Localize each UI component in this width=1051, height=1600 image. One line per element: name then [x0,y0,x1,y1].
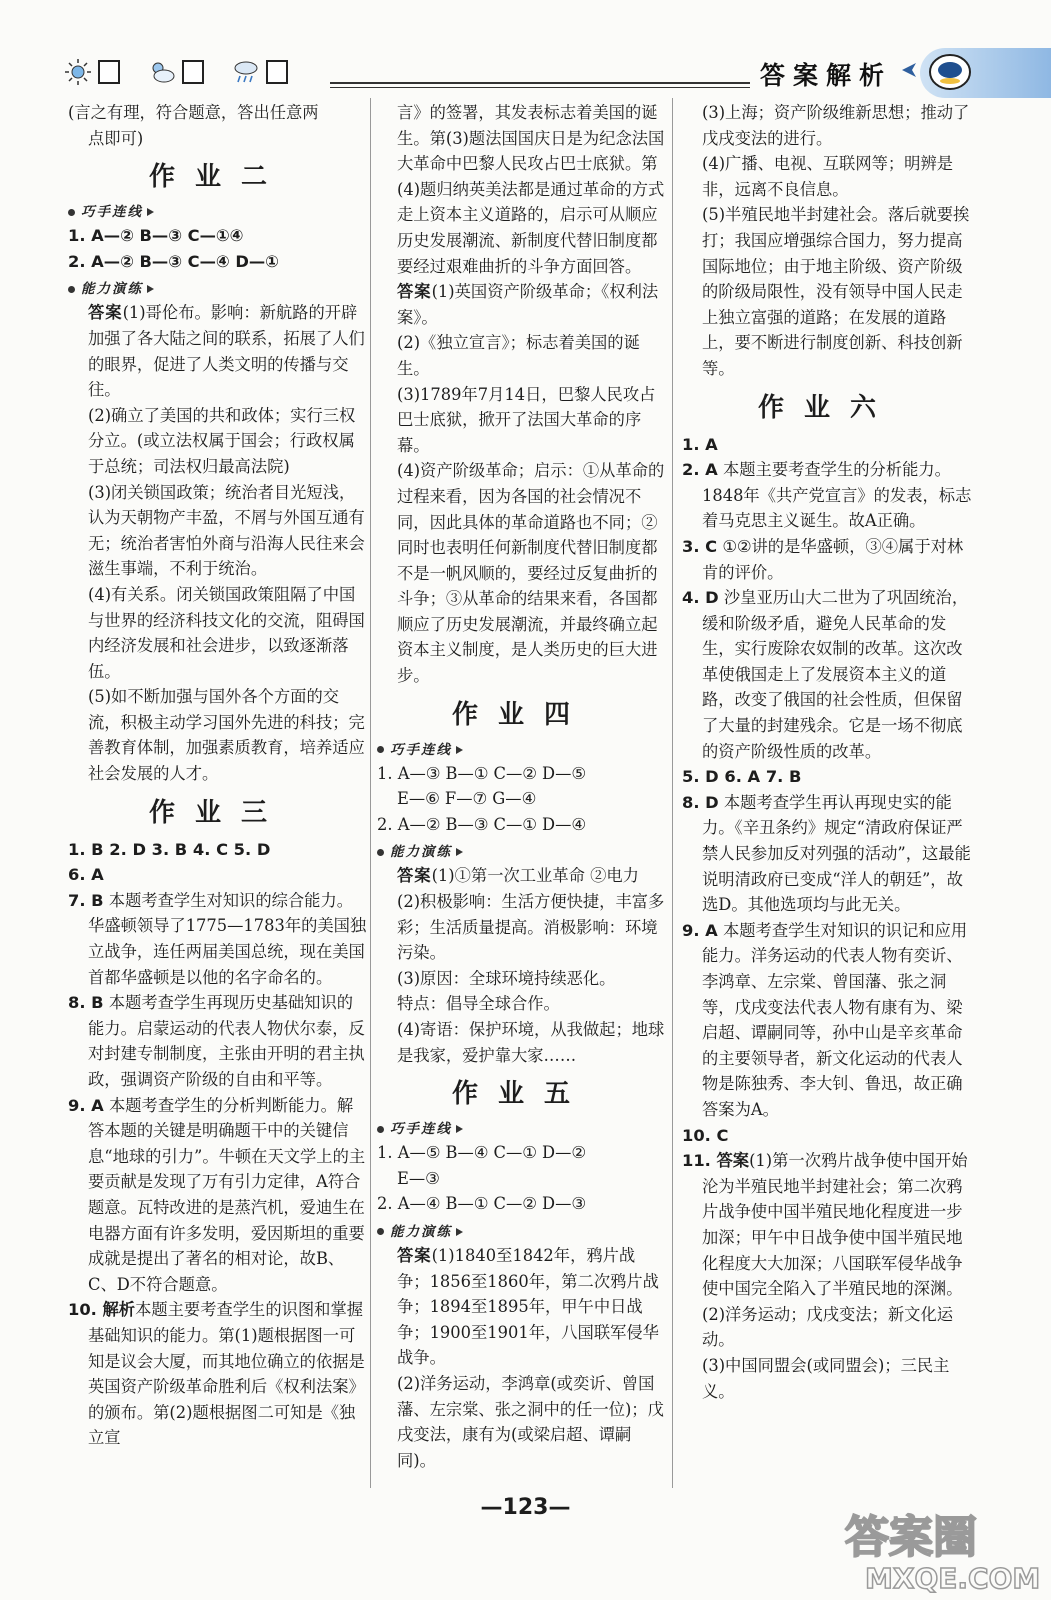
subsection-label: 能力演练 [68,278,368,300]
header-rule-thin [330,87,750,88]
answer-paragraph: 答案(1)①第一次工业革命 ②电力 [397,866,639,886]
answer-paragraph: (4)寄语：保护环境，从我做起；地球是我家，爱护靠大家…… [397,1020,665,1065]
answer-line: 10. C [682,1125,729,1145]
weather-icons-row [64,58,310,86]
subsection-label: 能力演练 [377,841,665,863]
svg-text:MXQE.COM: MXQE.COM [865,1562,1041,1595]
answer-line: 2. A—② B—③ C—④ D—① [68,251,279,271]
column-left [68,100,368,1451]
answer-paragraph: 答案(1)哥伦布。影响：新航路的开辟加强了各大陆之间的联系，拓展了人们的眼界，促进了人类文明的传播与交往。 [88,303,365,400]
answer-paragraph: (2)洋务运动；戊戌变法；新文化运动。 [702,1304,954,1350]
column-middle [377,100,665,1473]
section-heading: 作业六 [757,392,896,423]
answer-paragraph: (5)半殖民地半封建社会。落后就要挨打；我国应增强综合国力，努力提高国际地位；由于地主阶级、资产阶级的阶级局限性，没有领导中国人民走上独立富强的道路；在发展的道路上，要不断进行制度创新、科技创新等。 [702,205,970,378]
answer-paragraph: (2)洋务运动，李鸿章(或奕䜣、曾国藩、左宗棠、张之洞中的任一位)；戊戌变法，康有为(或梁启超、谭嗣同)。 [397,1373,664,1470]
answer-paragraph: 答案(1)1840至1842年，鸦片战争；1856至1860年，第二次鸦片战争；1894至1895年，甲午中日战争；1900至1901年，八国联军侵华战争。 [397,1245,659,1368]
checkbox-sunny[interactable] [98,60,120,84]
answer-paragraph: (4)资产阶级革命；启示：①从革命的过程来看，因为各国的社会情况不同，因此具体的革命道路也不同；②同时也表明任何新制度代替旧制度都不是一帆风顺的，要经过反复曲折的斗争；③从革命的结果来看，各国都顺应了历史发展潮流，并最终确立起资本主义制度，是人类历史的巨大进步。 [397,461,665,686]
question-explanation: 7. B 本题考查学生对知识的综合能力。华盛顿领导了1775—1783年的美国独立战争，连任两届美国总统，现在美国首都华盛顿是以他的名字命名的。 [68,890,367,987]
rain-icon [232,58,260,86]
answer-paragraph: (4)广播、电视、互联网等；明辨是非，远离不良信息。 [702,154,954,199]
checkbox-cloudy[interactable] [182,60,204,84]
question-explanation: 11. 答案(1)第一次鸦片战争使中国开始沦为半殖民地半封建社会；第二次鸦片战争使中国半殖民地化程度进一步加深；甲午中日战争使中国半殖民地化程度大大加深；八国联军侵华战争使中国完全陷入了半殖民地的深渊。 [682,1151,968,1299]
answer-paragraph: (5)如不断加强与国外各个方面的交流，积极主动学习国外先进的科技；完善教育体制，加强素质教育，培养适应社会发展的人才。 [88,687,365,784]
answer-line: 1. A—⑤ B—④ C—① D—② [377,1143,586,1163]
page-title: 答案解析 [760,61,893,90]
answer-paragraph: (2)积极影响：生活方便快捷，丰富多彩；生活质量提高。消极影响：环境污染。 [397,892,665,963]
question-explanation: 8. B 本题考查学生再现历史基础知识的能力。启蒙运动的代表人物伏尔泰，反对封建专制制度，主张由开明的君主执政，强调资产阶级的自由和平等。 [68,993,365,1089]
watermark-logo [835,1500,1045,1595]
answer-line: E—③ [397,1168,440,1188]
text-line: 点即可) [88,128,144,148]
question-explanation: 10. 解析本题主要考查学生的识图和掌握基础知识的能力。第(1)题根据图一可知是议会大厦，而其地位确立的依据是英国资产阶级革命胜利后《权利法案》的颁布。第(2)题根据图二可知是《独立宣 [68,1300,365,1448]
header-rule [330,82,750,84]
subsection-label: 巧手连线 [377,739,665,761]
answer-line: E—⑥ F—⑦ G—④ [397,789,537,809]
answer-line: 5. D 6. A 7. B [682,767,802,787]
answer-paragraph: (3)1789年7月14日，巴黎人民攻占巴士底狱，掀开了法国大革命的序幕。 [397,384,656,455]
section-heading: 作业二 [148,162,287,193]
question-explanation: 2. A 本题主要考查学生的分析能力。1848年《共产党宣言》的发表，标志着马克思主义诞生。故A正确。 [682,460,972,531]
subsection-label: 巧手连线 [377,1118,665,1140]
answer-paragraph: (3)原因：全球环境持续恶化。 [397,968,616,988]
subsection-label: 巧手连线 [68,201,368,223]
column-divider [672,98,673,1488]
answer-line: 1. B 2. D 3. B 4. C 5. D [68,839,271,859]
subsection-label: 能力演练 [377,1221,665,1243]
answer-paragraph: (2)《独立宣言》；标志着美国的诞生。 [397,333,640,378]
section-heading: 作业三 [148,797,287,828]
sun-icon [64,58,92,86]
answer-line: 1. A [682,434,718,454]
answer-line: 1. A—② B—③ C—①④ [68,226,244,246]
page-header [0,0,1051,105]
answer-line: 6. A [68,865,104,885]
question-explanation: 4. D 沙皇亚历山大二世为了巩固统治，缓和阶级矛盾，避免人民革命的发生，实行废除农奴制的改革。这次改革使俄国走上了发展资本主义的道路，改变了俄国的社会性质，但保留了大量的封建残余。它是一场不彻底的资产阶级性质的改革。 [682,588,969,761]
answer-paragraph: (4)有关系。闭关锁国政策阻隔了中国与世界的经济科技文化的交流，阻碍国内经济发展和社会进步，以致逐渐落伍。 [88,584,365,681]
cloud-sun-icon [148,58,176,86]
question-explanation: 9. A 本题考查学生的分析判断能力。解答本题的关键是明确题干中的关键信息“地球的引力”。牛顿在天文学上的主要贡献是发现了万有引力定律，A符合题意。瓦特改进的是蒸汽机，爱迪生在电器方面有许多发明，爱因斯坦的重要成就是提出了著名的相对论，故B、C、D不符合题意。 [68,1095,366,1294]
answer-paragraph: (3)闭关锁国政策；统治者目光短浅，认为天朝物产丰盈，不屑与外国互通有无；统治者害怕外商与沿海人民往来会滋生事端，不利于统治。 [88,482,365,579]
answer-paragraph: (3)上海；资产阶级维新思想；推动了戊戌变法的进行。 [702,103,970,148]
svg-text:答案圈: 答案圈 [845,1512,977,1563]
page-number: —123— [480,1495,571,1520]
question-explanation: 3. C ①②讲的是华盛顿，③④属于对林肯的评价。 [682,536,964,582]
answer-paragraph: 言》的签署，其发表标志着美国的诞生。第(3)题法国国庆日是为纪念法国大革命中巴黎人民攻占巴士底狱。第(4)题归纳英美法都是通过革命的方式走上资本主义道路的，启示可从顺应历史发展潮流、新制度代替旧制度都要经过艰难曲折的斗争方面回答。 [397,103,665,276]
answer-paragraph: 特点：倡导全球合作。 [397,994,560,1014]
answer-line: 2. A—④ B—① C—② D—③ [377,1194,586,1214]
section-heading: 作业四 [451,699,590,730]
question-explanation: 9. A 本题考查学生对知识的识记和应用能力。洋务运动的代表人物有奕䜣、李鸿章、左宗棠、曾国藩、张之洞等，戊戌变法代表人物有康有为、梁启超、谭嗣同等，孙中山是辛亥革命的主要领导者，新文化运动的代表人物是陈独秀、李大钊、鲁迅，故正确答案为A。 [682,920,968,1119]
answer-paragraph: (2)确立了美国的共和政体；实行三权分立。(或立法权属于国会；行政权属于总统；司法权归最高法院) [88,405,356,476]
publisher-logo-icon [928,52,972,92]
section-heading: 作业五 [451,1079,590,1110]
column-divider [370,98,371,1488]
answer-line: 1. A—③ B—① C—② D—⑤ [377,763,586,783]
answer-paragraph: (3)中国同盟会(或同盟会)；三民主义。 [702,1355,950,1401]
arrow-icon [900,60,926,80]
checkbox-rainy[interactable] [266,60,288,84]
answer-line: 2. A—② B—③ C—① D—④ [377,814,586,834]
answer-paragraph: 答案(1)英国资产阶级革命；《权利法案》。 [397,282,659,327]
text-line: (言之有理，符合题意，答出任意两 [68,103,319,122]
question-explanation: 8. D 本题考查学生再认再现史实的能力。《辛丑条约》规定“清政府保证严禁人民参加反对列强的活动”，这最能说明清政府已变成“洋人的朝廷”，故选D。其他选项均与此无关。 [682,792,971,915]
column-right [682,100,972,1404]
